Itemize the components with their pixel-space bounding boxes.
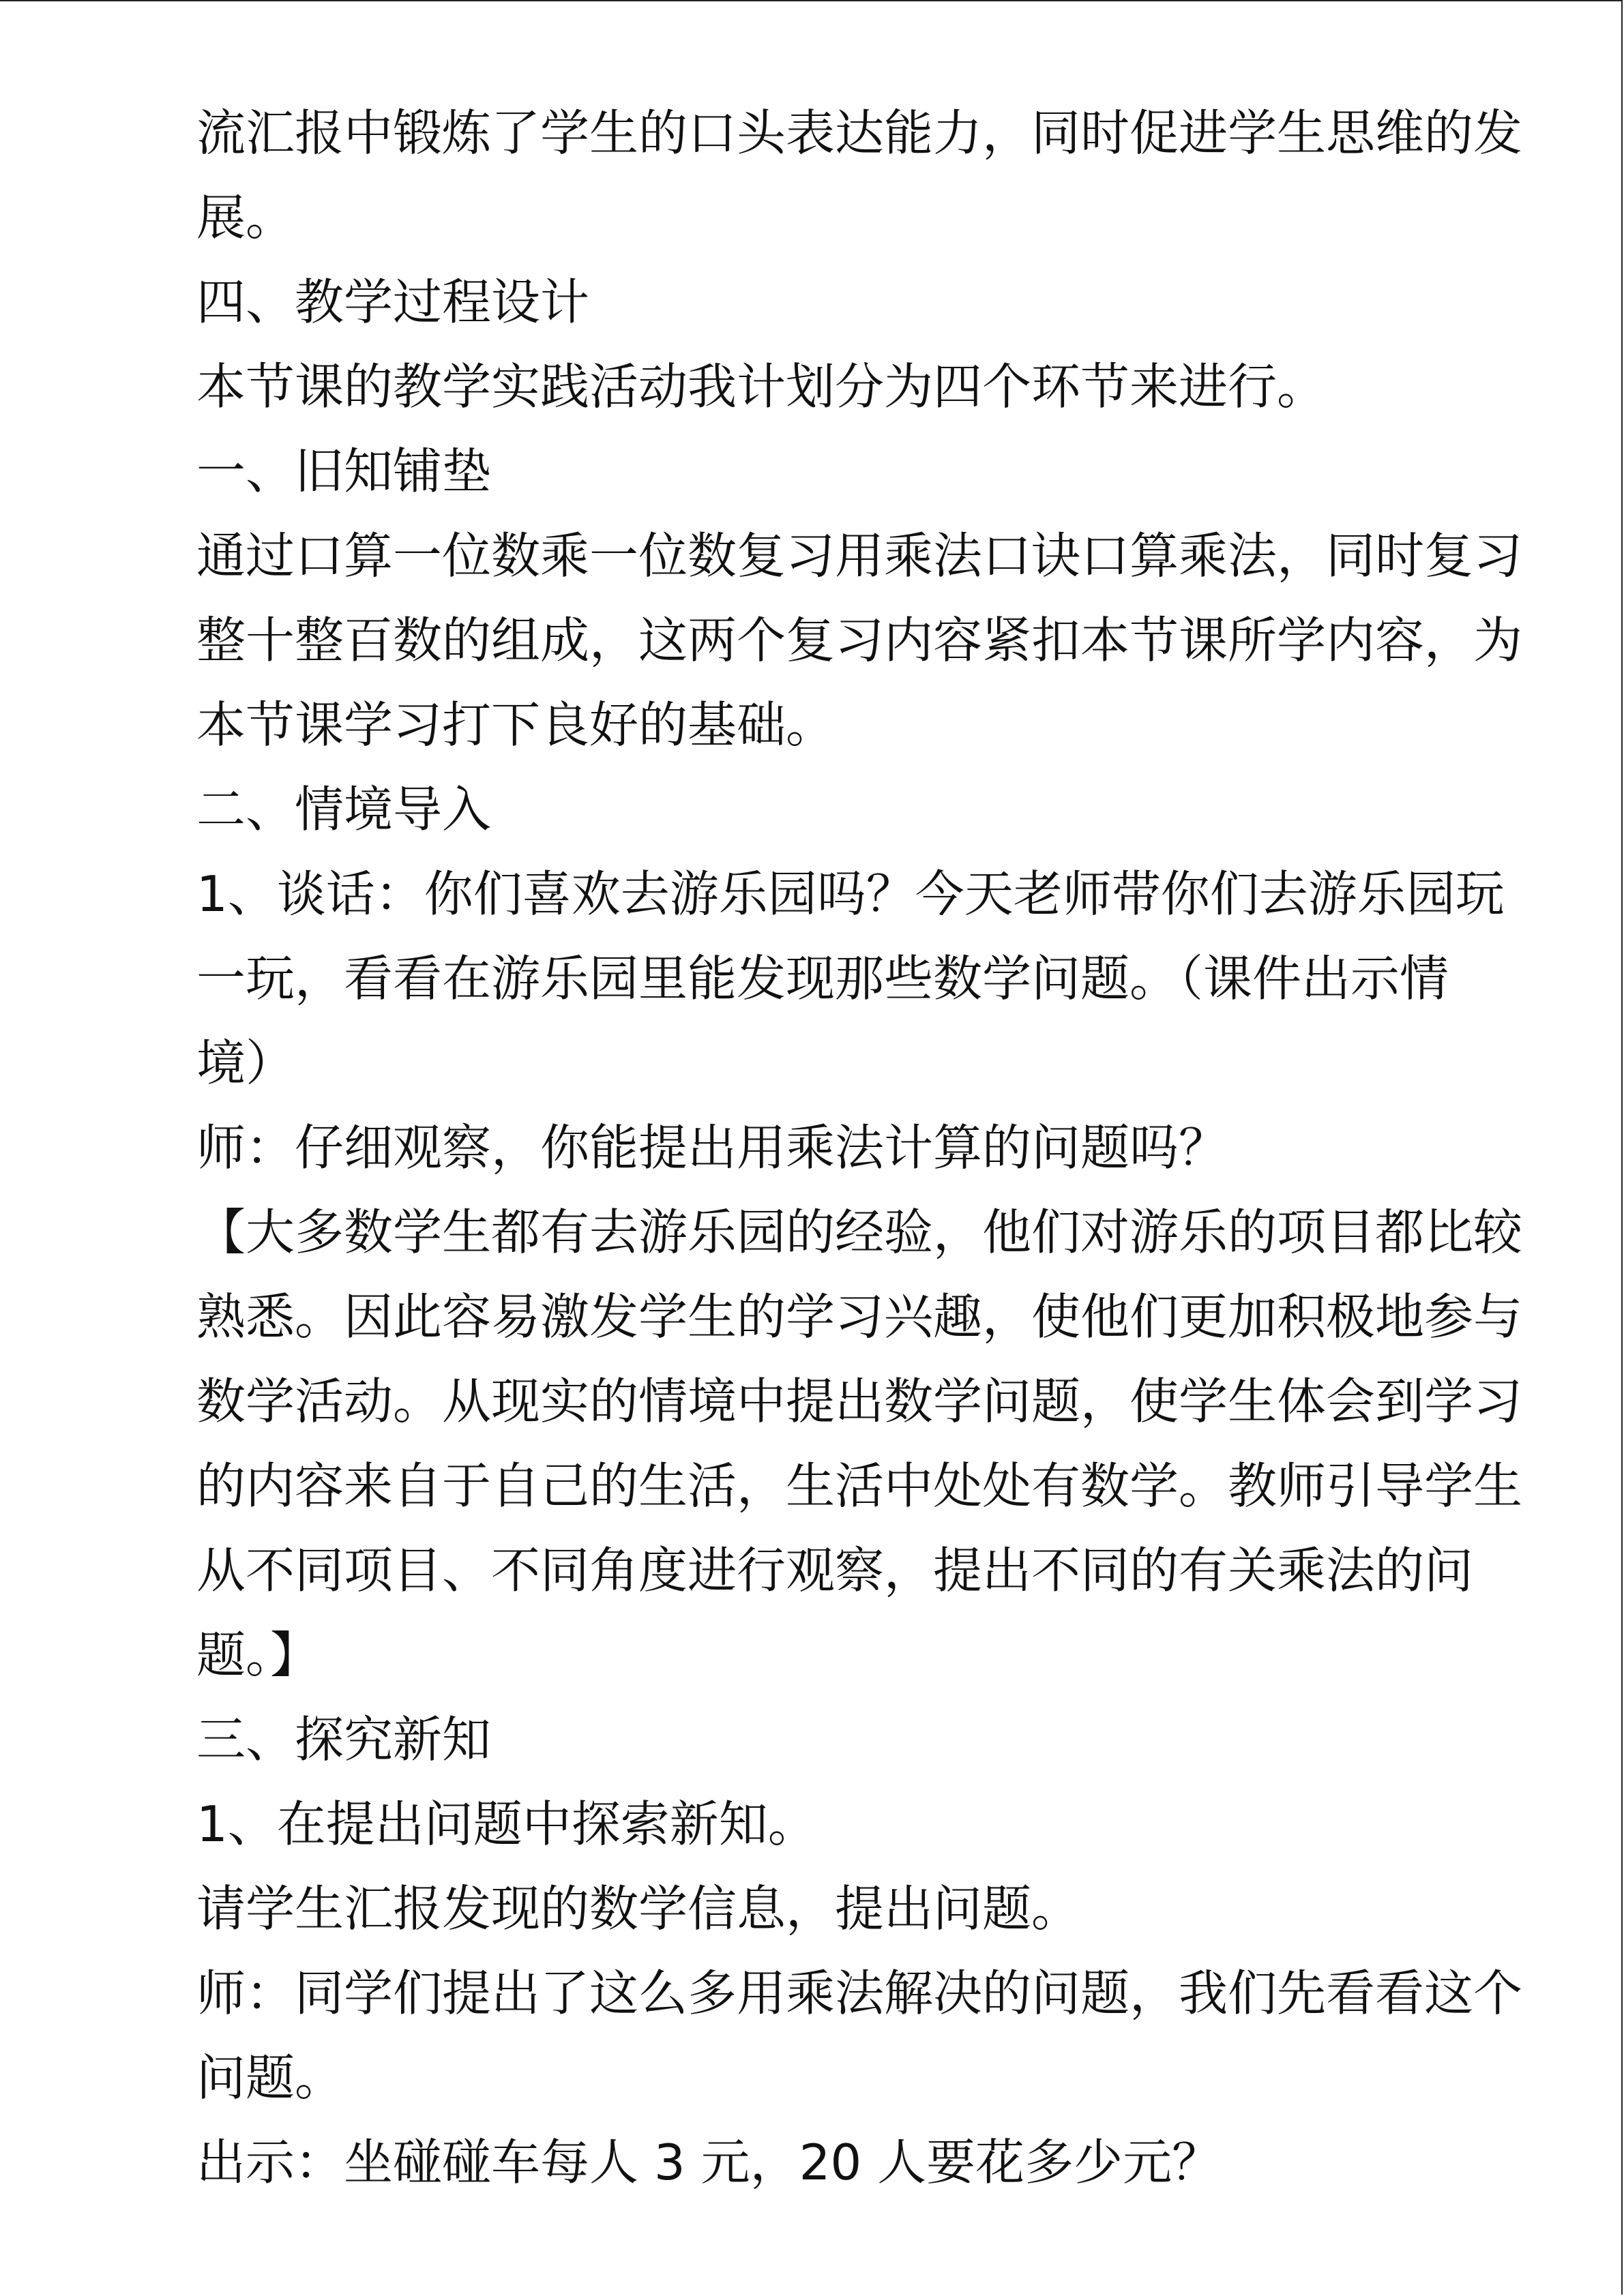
document-body (196, 91, 1526, 2205)
section-heading: 二、情境导入 (196, 781, 492, 838)
text-line: 问题。 (196, 2049, 344, 2106)
text-line: 1、在提出问题中探索新知。 (196, 1795, 817, 1853)
text-line: 【大多数学生都有去游乐园的经验，他们对游乐的项目都比较 (196, 1204, 1523, 1261)
text-line: 通过口算一位数乘一位数复习用乘法口诀口算乘法，同时复习 (196, 527, 1523, 584)
text-line: 题。】 (196, 1626, 320, 1684)
text-line: 师：仔细观察，你能提出用乘法计算的问题吗？ (196, 1119, 1228, 1176)
section-heading: 一、旧知铺垫 (196, 443, 492, 500)
text-line: 整十整百数的组成，这两个复习内容紧扣本节课所学内容，为 (196, 612, 1523, 669)
text-line: 本节课的教学实践活动我计划分为四个环节来进行。 (196, 358, 1327, 415)
text-line: 境） (196, 1034, 295, 1092)
text-line: 1、谈话：你们喜欢去游乐园吗？今天老师带你们去游乐园玩 (196, 865, 1505, 923)
text-line: 师：同学们提出了这么多用乘法解决的问题，我们先看看这个 (196, 1965, 1523, 2022)
section-heading: 三、探究新知 (196, 1711, 492, 1768)
text-line: 本节课学习打下良好的基础。 (196, 696, 836, 754)
text-line: 从不同项目、不同角度进行观察，提出不同的有关乘法的问 (196, 1542, 1474, 1599)
text-line: 请学生汇报发现的数学信息，提出问题。 (196, 1880, 1081, 1937)
section-heading: 四、教学过程设计 (196, 273, 590, 331)
text-line: 一玩，看看在游乐园里能发现那些数学问题。（课件出示情 (196, 950, 1449, 1007)
text-line: 熟悉。因此容易激发学生的学习兴趣，使他们更加积极地参与 (196, 1288, 1523, 1345)
text-line: 数学活动。从现实的情境中提出数学问题，使学生体会到学习 (196, 1373, 1523, 1430)
text-line: 流汇报中锻炼了学生的口头表达能力，同时促进学生思维的发 (196, 104, 1523, 162)
text-line: 的内容来自于自己的生活，生活中处处有数学。教师引导学生 (196, 1457, 1523, 1515)
text-line: 展。 (196, 189, 295, 246)
text-line: 出示：坐碰碰车每人 3 元，20 人要花多少元？ (196, 2134, 1222, 2191)
